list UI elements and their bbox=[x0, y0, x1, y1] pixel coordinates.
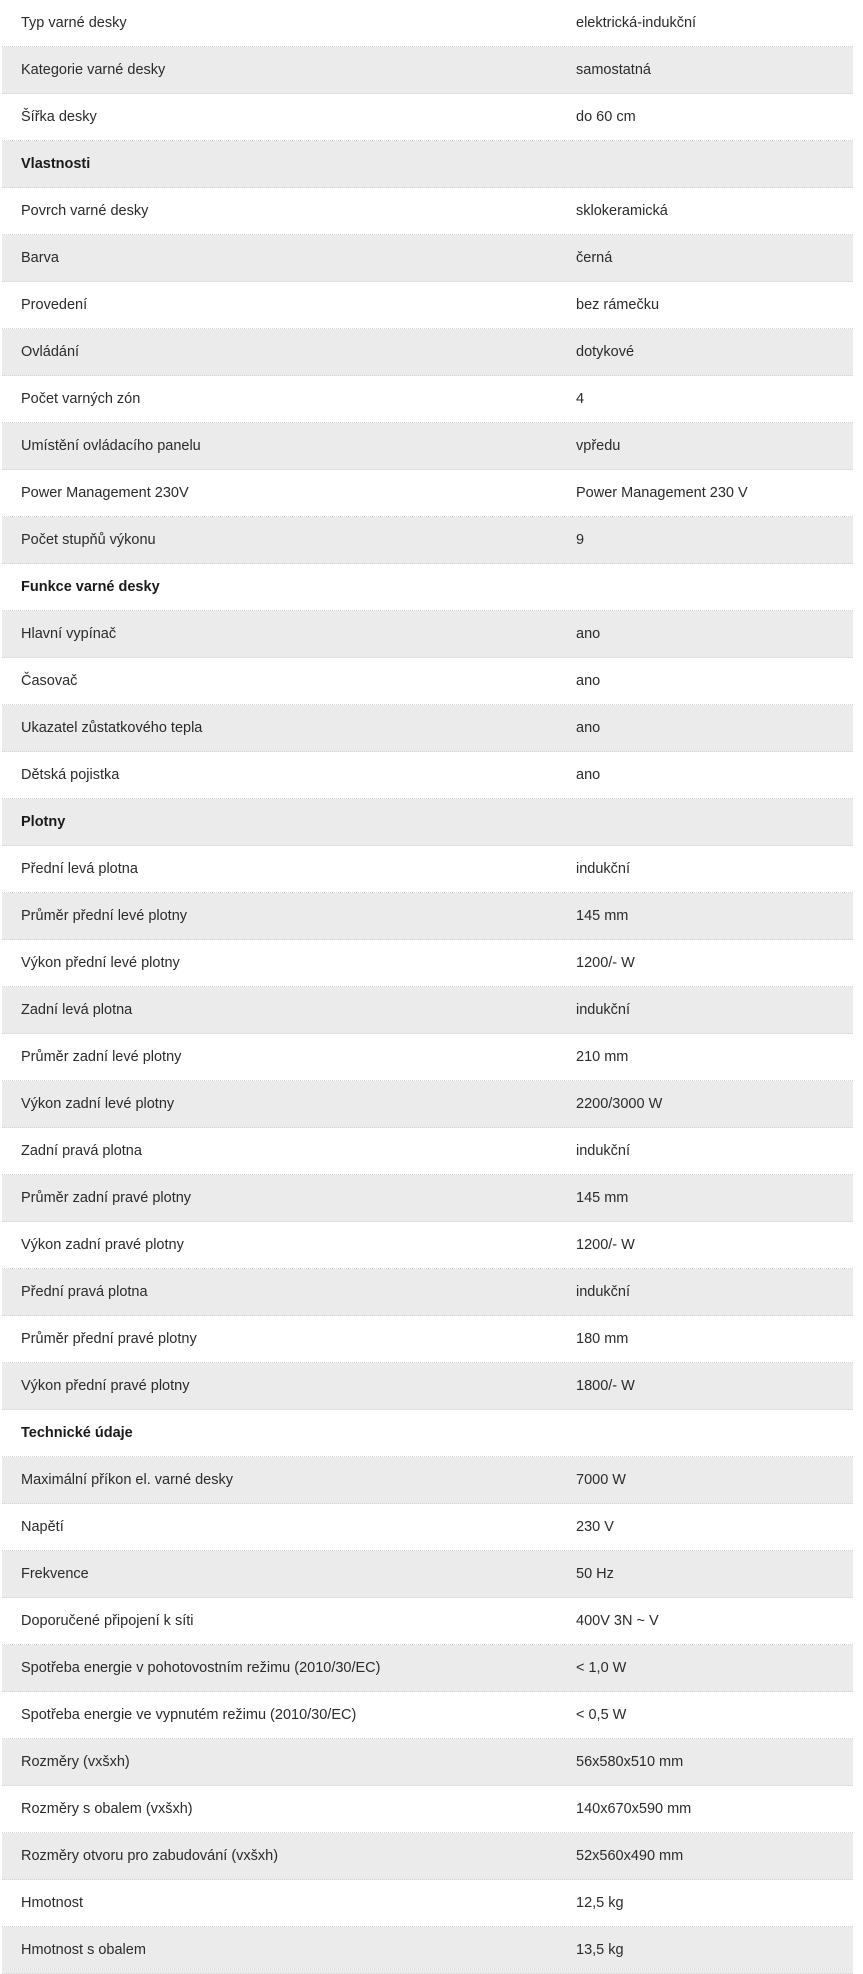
spec-row bbox=[2, 329, 853, 376]
spec-label: Frekvence bbox=[21, 1566, 89, 1582]
spec-label: Průměr přední pravé plotny bbox=[21, 1331, 197, 1347]
spec-row bbox=[2, 1739, 853, 1786]
spec-label: Výkon přední levé plotny bbox=[21, 955, 180, 971]
section-title: Vlastnosti bbox=[21, 156, 91, 172]
spec-row bbox=[2, 1128, 853, 1175]
spec-label: Výkon přední pravé plotny bbox=[21, 1378, 190, 1394]
spec-row bbox=[2, 987, 853, 1034]
spec-value: 180 mm bbox=[576, 1331, 629, 1347]
spec-label: Ovládání bbox=[21, 344, 80, 360]
spec-value: 2200/3000 W bbox=[576, 1096, 663, 1112]
spec-row bbox=[2, 1316, 853, 1363]
spec-label: Napětí bbox=[21, 1519, 64, 1535]
spec-label: Kategorie varné desky bbox=[21, 62, 166, 78]
spec-row bbox=[2, 893, 853, 940]
spec-row bbox=[2, 0, 853, 47]
spec-label: Výkon zadní pravé plotny bbox=[21, 1237, 184, 1253]
spec-value: do 60 cm bbox=[576, 109, 636, 125]
spec-label: Zadní pravá plotna bbox=[21, 1143, 142, 1159]
spec-value: indukční bbox=[576, 1284, 631, 1300]
spec-label: Hlavní vypínač bbox=[21, 626, 117, 642]
spec-row bbox=[2, 188, 853, 235]
spec-value: 210 mm bbox=[576, 1049, 629, 1065]
spec-label: Umístění ovládacího panelu bbox=[21, 438, 201, 454]
spec-value: 400V 3N ~ V bbox=[576, 1613, 659, 1629]
spec-value: ano bbox=[576, 673, 601, 689]
spec-value: vpředu bbox=[576, 438, 621, 454]
spec-label: Dětská pojistka bbox=[21, 767, 120, 783]
spec-row bbox=[2, 940, 853, 987]
spec-row bbox=[2, 1504, 853, 1551]
spec-value: indukční bbox=[576, 861, 631, 877]
spec-label: Šířka desky bbox=[21, 109, 97, 125]
spec-row bbox=[2, 846, 853, 893]
spec-label: Doporučené připojení k síti bbox=[21, 1613, 194, 1629]
spec-value: 1800/- W bbox=[576, 1378, 635, 1394]
spec-value: 1200/- W bbox=[576, 955, 635, 971]
spec-value: 13,5 kg bbox=[576, 1942, 624, 1958]
spec-row bbox=[2, 705, 853, 752]
spec-value: 4 bbox=[576, 391, 585, 407]
spec-value: 145 mm bbox=[576, 908, 629, 924]
spec-label: Power Management 230V bbox=[21, 485, 189, 501]
spec-row bbox=[2, 1551, 853, 1598]
spec-label: Spotřeba energie ve vypnutém režimu (2010/30/EC) bbox=[21, 1707, 357, 1723]
spec-row bbox=[2, 1598, 853, 1645]
spec-value: 52x560x490 mm bbox=[576, 1848, 684, 1864]
section-header-row bbox=[2, 141, 853, 188]
spec-value: 7000 W bbox=[576, 1472, 626, 1488]
spec-value: elektrická-indukční bbox=[576, 15, 697, 31]
spec-value: < 0,5 W bbox=[576, 1707, 627, 1723]
spec-label: Maximální příkon el. varné desky bbox=[21, 1472, 233, 1488]
spec-row bbox=[2, 1175, 853, 1222]
spec-label: Rozměry otvoru pro zabudování (vxšxh) bbox=[21, 1848, 279, 1864]
section-title: Technické údaje bbox=[21, 1425, 133, 1441]
spec-row bbox=[2, 752, 853, 799]
spec-row bbox=[2, 1786, 853, 1833]
spec-value: 145 mm bbox=[576, 1190, 629, 1206]
spec-value: indukční bbox=[576, 1002, 631, 1018]
spec-row bbox=[2, 611, 853, 658]
spec-value: 9 bbox=[576, 532, 585, 548]
spec-label: Přední levá plotna bbox=[21, 861, 138, 877]
spec-label: Přední pravá plotna bbox=[21, 1284, 148, 1300]
spec-row bbox=[2, 1880, 853, 1927]
spec-label: Rozměry (vxšxh) bbox=[21, 1754, 130, 1770]
spec-label: Barva bbox=[21, 250, 59, 266]
spec-row bbox=[2, 1457, 853, 1504]
spec-row bbox=[2, 423, 853, 470]
spec-row bbox=[2, 94, 853, 141]
spec-value: sklokeramická bbox=[576, 203, 668, 219]
spec-row bbox=[2, 235, 853, 282]
spec-value: indukční bbox=[576, 1143, 631, 1159]
spec-row bbox=[2, 517, 853, 564]
spec-label: Povrch varné desky bbox=[21, 203, 149, 219]
spec-value: ano bbox=[576, 767, 601, 783]
spec-value: 56x580x510 mm bbox=[576, 1754, 684, 1770]
section-title: Funkce varné desky bbox=[21, 579, 160, 595]
spec-value: dotykové bbox=[576, 344, 635, 360]
spec-label: Průměr zadní levé plotny bbox=[21, 1049, 182, 1065]
spec-row bbox=[2, 658, 853, 705]
spec-row bbox=[2, 282, 853, 329]
spec-label: Hmotnost s obalem bbox=[21, 1942, 146, 1958]
spec-value: Power Management 230 V bbox=[576, 485, 748, 501]
spec-value: 1200/- W bbox=[576, 1237, 635, 1253]
spec-value: ano bbox=[576, 626, 601, 642]
spec-label: Hmotnost bbox=[21, 1895, 84, 1911]
spec-value: 230 V bbox=[576, 1519, 614, 1535]
spec-row bbox=[2, 1692, 853, 1739]
spec-row bbox=[2, 470, 853, 517]
spec-value: 12,5 kg bbox=[576, 1895, 624, 1911]
spec-value: ano bbox=[576, 720, 601, 736]
section-header-row bbox=[2, 799, 853, 846]
spec-value: samostatná bbox=[576, 62, 651, 78]
spec-row bbox=[2, 1645, 853, 1692]
spec-label: Provedení bbox=[21, 297, 88, 313]
spec-label: Ukazatel zůstatkového tepla bbox=[21, 720, 203, 736]
spec-row bbox=[2, 1363, 853, 1410]
spec-row bbox=[2, 1081, 853, 1128]
spec-row bbox=[2, 1269, 853, 1316]
section-header-row bbox=[2, 1410, 853, 1457]
spec-label: Průměr přední levé plotny bbox=[21, 908, 188, 924]
spec-value: 50 Hz bbox=[576, 1566, 614, 1582]
spec-value: černá bbox=[576, 250, 613, 266]
spec-value: < 1,0 W bbox=[576, 1660, 627, 1676]
spec-label: Typ varné desky bbox=[21, 15, 127, 31]
spec-label: Počet varných zón bbox=[21, 391, 141, 407]
spec-label: Výkon zadní levé plotny bbox=[21, 1096, 175, 1112]
spec-label: Počet stupňů výkonu bbox=[21, 532, 156, 548]
spec-value: bez rámečku bbox=[576, 297, 660, 313]
spec-table bbox=[2, 0, 853, 1974]
spec-value: 140x670x590 mm bbox=[576, 1801, 692, 1817]
spec-row bbox=[2, 1034, 853, 1081]
spec-row bbox=[2, 47, 853, 94]
spec-row bbox=[2, 1222, 853, 1269]
spec-label: Průměr zadní pravé plotny bbox=[21, 1190, 192, 1206]
spec-label: Spotřeba energie v pohotovostním režimu (2010/30/EC) bbox=[21, 1660, 381, 1676]
spec-label: Časovač bbox=[21, 673, 78, 689]
section-title: Plotny bbox=[21, 814, 66, 830]
spec-row bbox=[2, 1927, 853, 1974]
section-header-row bbox=[2, 564, 853, 611]
spec-label: Zadní levá plotna bbox=[21, 1002, 133, 1018]
spec-row bbox=[2, 376, 853, 423]
spec-row bbox=[2, 1833, 853, 1880]
spec-label: Rozměry s obalem (vxšxh) bbox=[21, 1801, 193, 1817]
